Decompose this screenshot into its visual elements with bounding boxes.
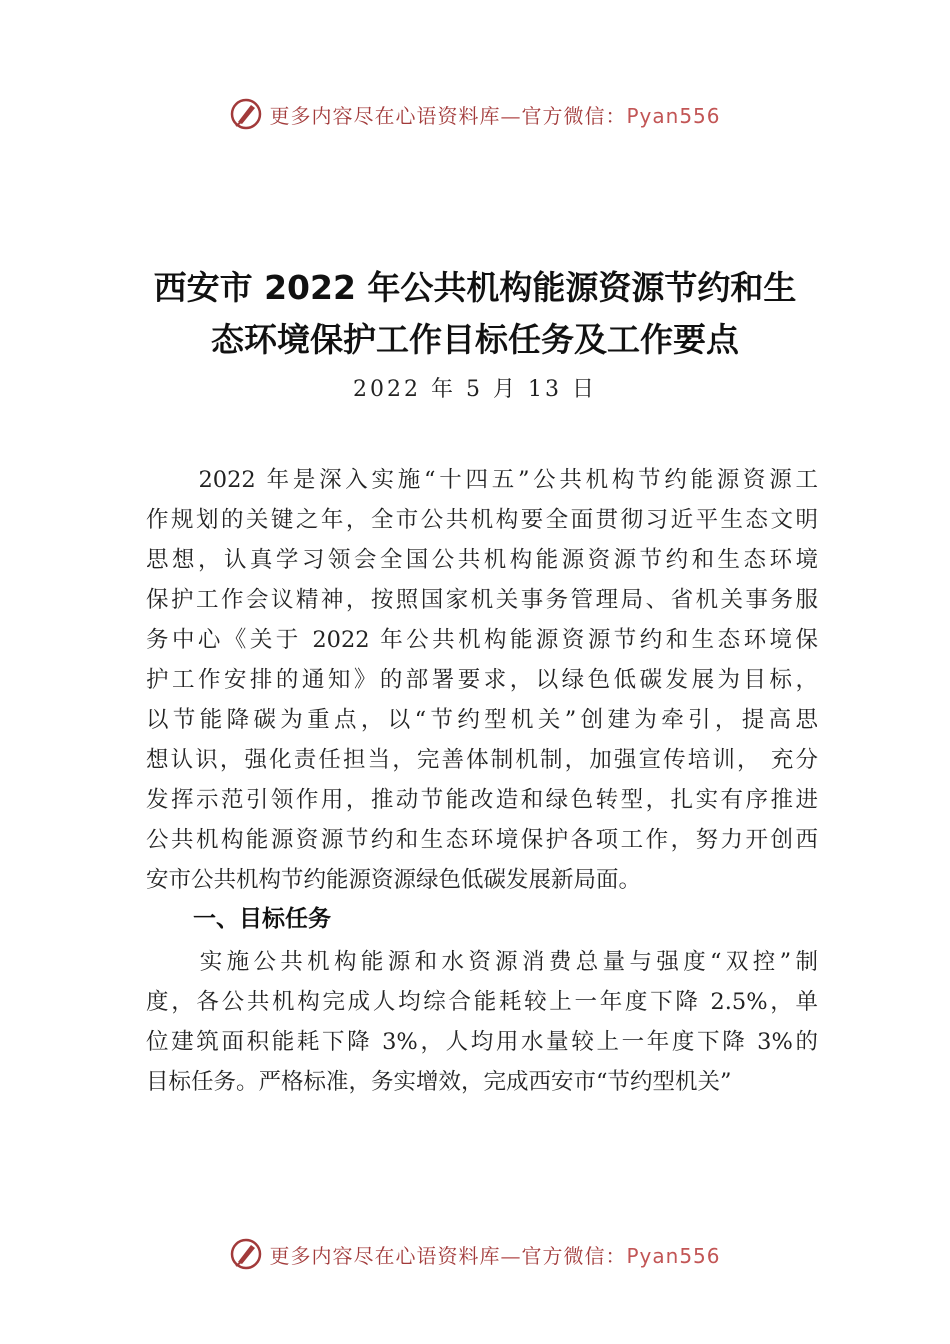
paragraph-targets [146,942,818,1102]
paragraph-line: 公共机构能源资源节约和生态环境保护各项工作，努力开创西 [146,827,818,853]
banner-wechat-id: Pyan556 [626,1243,721,1268]
paragraph-line: 以节能降碳为重点，以“节约型机关”创建为牵引，提高思 [146,707,818,733]
banner-wechat-label: 官方微信： [521,103,627,128]
paragraph-line: 2022 年是深入实施“十四五”公共机构节约能源资源工 [146,467,818,493]
banner-wechat-id: Pyan556 [626,103,721,128]
paragraph-line: 位建筑面积能耗下降 3%，人均用水量较上一年度下降 3%的 [146,1029,818,1055]
paragraph-line: 发挥示范引领作用，推动节能改造和绿色转型，扎实有序推进 [146,787,818,813]
title-line-1: 西安市 2022 年公共机构能源资源节约和生 [153,268,797,307]
title-line-2: 态环境保护工作目标任务及工作要点 [211,320,739,359]
paragraph-line: 安市公共机构节约能源资源绿色低碳发展新局面。 [146,867,642,893]
banner-main-text: 更多内容尽在心语资料库 [269,103,501,128]
paragraph-line: 保护工作会议精神，按照国家机关事务管理局、省机关事务服 [146,587,818,613]
paragraph-line: 度，各公共机构完成人均综合能耗较上一年度下降 2.5%，单 [146,989,818,1015]
quill-pen-logo-icon [229,97,263,131]
quill-pen-logo-icon [229,1237,263,1271]
document-title [100,262,850,366]
paragraph-line: 实施公共机构能源和水资源消费总量与强度“双控”制 [146,949,818,975]
document-date: 2022 年 5 月 13 日 [353,377,597,402]
paragraph-line: 护工作安排的通知》的部署要求，以绿色低碳发展为目标， [146,667,818,693]
header-banner [0,94,950,134]
paragraph-line: 想认识，强化责任担当，完善体制机制，加强宣传培训， 充分 [146,747,818,773]
banner-separator: — [500,1243,522,1268]
paragraph-line: 目标任务。严格标准，务实增效，完成西安市“节约型机关” [146,1069,732,1095]
banner-text [269,100,720,129]
footer-banner [0,1234,950,1274]
paragraph-line: 作规划的关键之年，全市公共机构要全面贯彻习近平生态文明 [146,507,818,533]
section-heading: 一、目标任务 [193,906,331,932]
paragraph-line: 务中心《关于 2022 年公共机构能源资源节约和生态环境保 [146,627,818,653]
paragraph-intro [146,460,818,900]
banner-separator: — [500,103,522,128]
banner-main-text: 更多内容尽在心语资料库 [269,1243,501,1268]
paragraph-line: 思想，认真学习领会全国公共机构能源资源节约和生态环境 [146,547,818,573]
banner-text [269,1240,720,1269]
banner-wechat-label: 官方微信： [521,1243,627,1268]
